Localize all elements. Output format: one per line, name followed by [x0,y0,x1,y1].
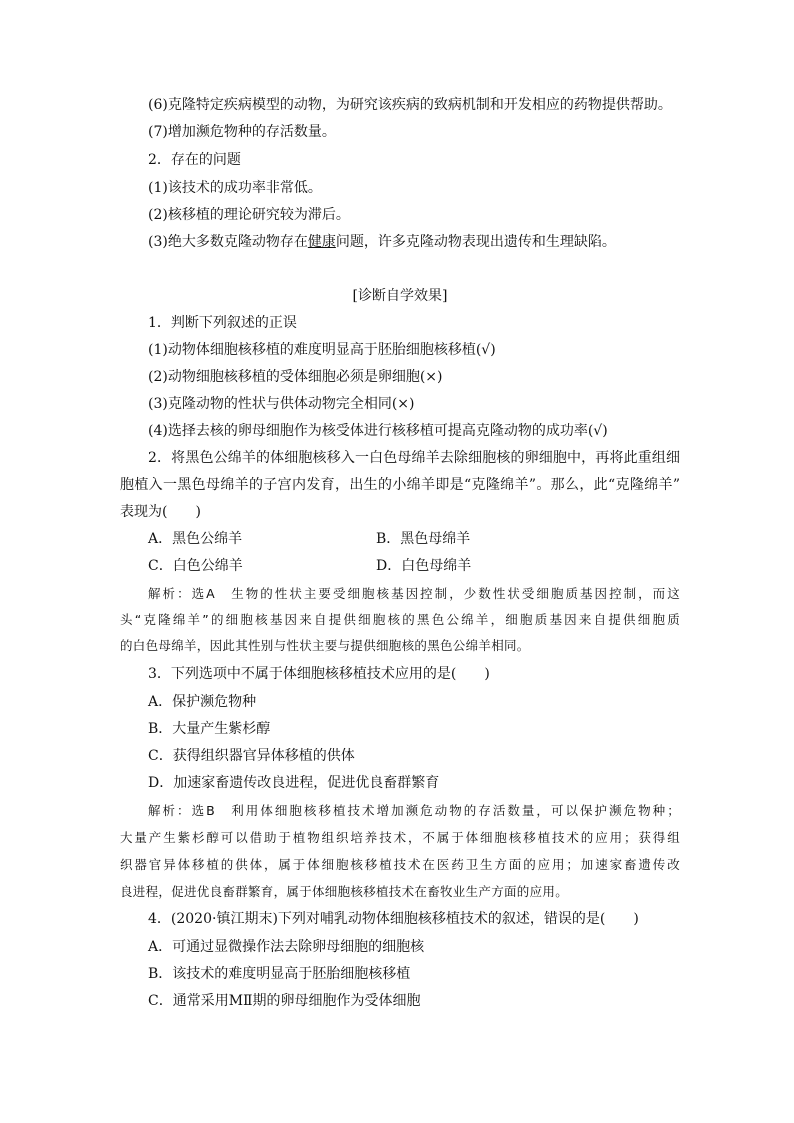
q1-statement-3: (3)克隆动物的性状与供体动物完全相同(×) [148,396,415,412]
intro-line-7: (7)增加濒危物种的存活数量。 [148,124,336,140]
intro-line-6: (6)克隆特定疾病模型的动物，为研究该疾病的致病机制和开发相应的药物提供帮助。 [148,97,672,113]
q3-option-a: A．保护濒危物种 [148,694,257,710]
problem-3-post: 问题，许多克隆动物表现出遗传和生理缺陷。 [335,234,616,250]
q2-analysis-line-2: 头“克隆绵羊”的细胞核基因来自提供细胞核的黑色公绵羊，细胞质基因来自提供细胞质 [120,612,680,627]
q1-statement-1: (1)动物体细胞核移植的难度明显高于胚胎细胞核移植(√) [148,342,496,358]
q3-analysis-line-2: 大量产生紫杉醇可以借助于植物组织培养技术，不属于体细胞核移植技术的应用；获得组 [120,830,680,845]
problem-2: (2)核移植的理论研究较为滞后。 [148,207,350,223]
q2-option-c: C．白色公绵羊 [148,558,243,574]
q2-option-b: B．黑色母绵羊 [376,531,471,547]
q2-stem-line-1: 2．将黑色公绵羊的体细胞核移入一白色母绵羊去除细胞核的卵细胞中，再将此重组细 [148,450,680,466]
q4-option-b: B．该技术的难度明显高于胚胎细胞核移植 [148,966,411,982]
q1-statement-2: (2)动物细胞核移植的受体细胞必须是卵细胞(×) [148,369,443,385]
q1-stem: 1．判断下列叙述的正误 [148,315,297,331]
q1-statement-4: (4)选择去核的卵母细胞作为核受体进行核移植可提高克隆动物的成功率(√) [148,423,608,439]
q4-stem: 4．(2020·镇江期末)下列对哺乳动物体细胞核移植技术的叙述，错误的是( ) [148,911,639,927]
q3-option-b: B．大量产生紫杉醇 [148,721,271,737]
q2-analysis-line-3: 的白色母绵羊，因此其性别与性状主要与提供细胞核的黑色公绵羊相同。 [120,638,530,653]
section-title: [诊断自学效果] [352,288,448,304]
q2-stem-line-3: 表现为( ) [120,504,201,520]
problem-3-pre: (3)绝大多数克隆动物存在 [148,234,308,250]
q3-option-c: C．获得组织器官异体移植的供体 [148,748,355,764]
q3-stem: 3．下列选项中不属于体细胞核移植技术应用的是( ) [148,666,490,682]
problem-3 [148,232,680,252]
problems-heading: 2．存在的问题 [148,152,241,168]
q4-option-c: C．通常采用MⅡ期的卵母细胞作为受体细胞 [148,993,421,1009]
q3-option-d: D．加速家畜遗传改良进程，促进优良畜群繁育 [148,775,440,791]
q2-option-d: D．白色母绵羊 [376,558,472,574]
q4-option-a: A．可通过显微操作法去除卵母细胞的细胞核 [148,939,425,955]
q2-option-a: A．黑色公绵羊 [148,531,243,547]
q3-analysis-line-4: 良进程，促进优良畜群繁育，属于体细胞核移植技术在畜牧业生产方面的应用。 [120,884,569,899]
q2-stem-line-2: 胞植入一黑色母绵羊的子宫内发育，出生的小绵羊即是“克隆绵羊”。那么，此“克隆绵羊” [120,477,680,493]
q3-analysis-line-3: 织器官异体移植的供体，属于体细胞核移植技术在医药卫生方面的应用；加速家畜遗传改 [120,857,680,872]
problem-3-underlined: 健康 [307,234,336,250]
q2-option-row-2 [148,556,680,576]
q2-analysis-line-1: 解析：选A 生物的性状主要受细胞核基因控制，少数性状受细胞质基因控制，而这 [148,586,680,601]
problem-1: (1)该技术的成功率非常低。 [148,180,322,196]
q2-option-row-1 [148,529,680,549]
q3-analysis-line-1: 解析：选B 利用体细胞核移植技术增加濒危动物的存活数量，可以保护濒危物种； [148,803,680,818]
